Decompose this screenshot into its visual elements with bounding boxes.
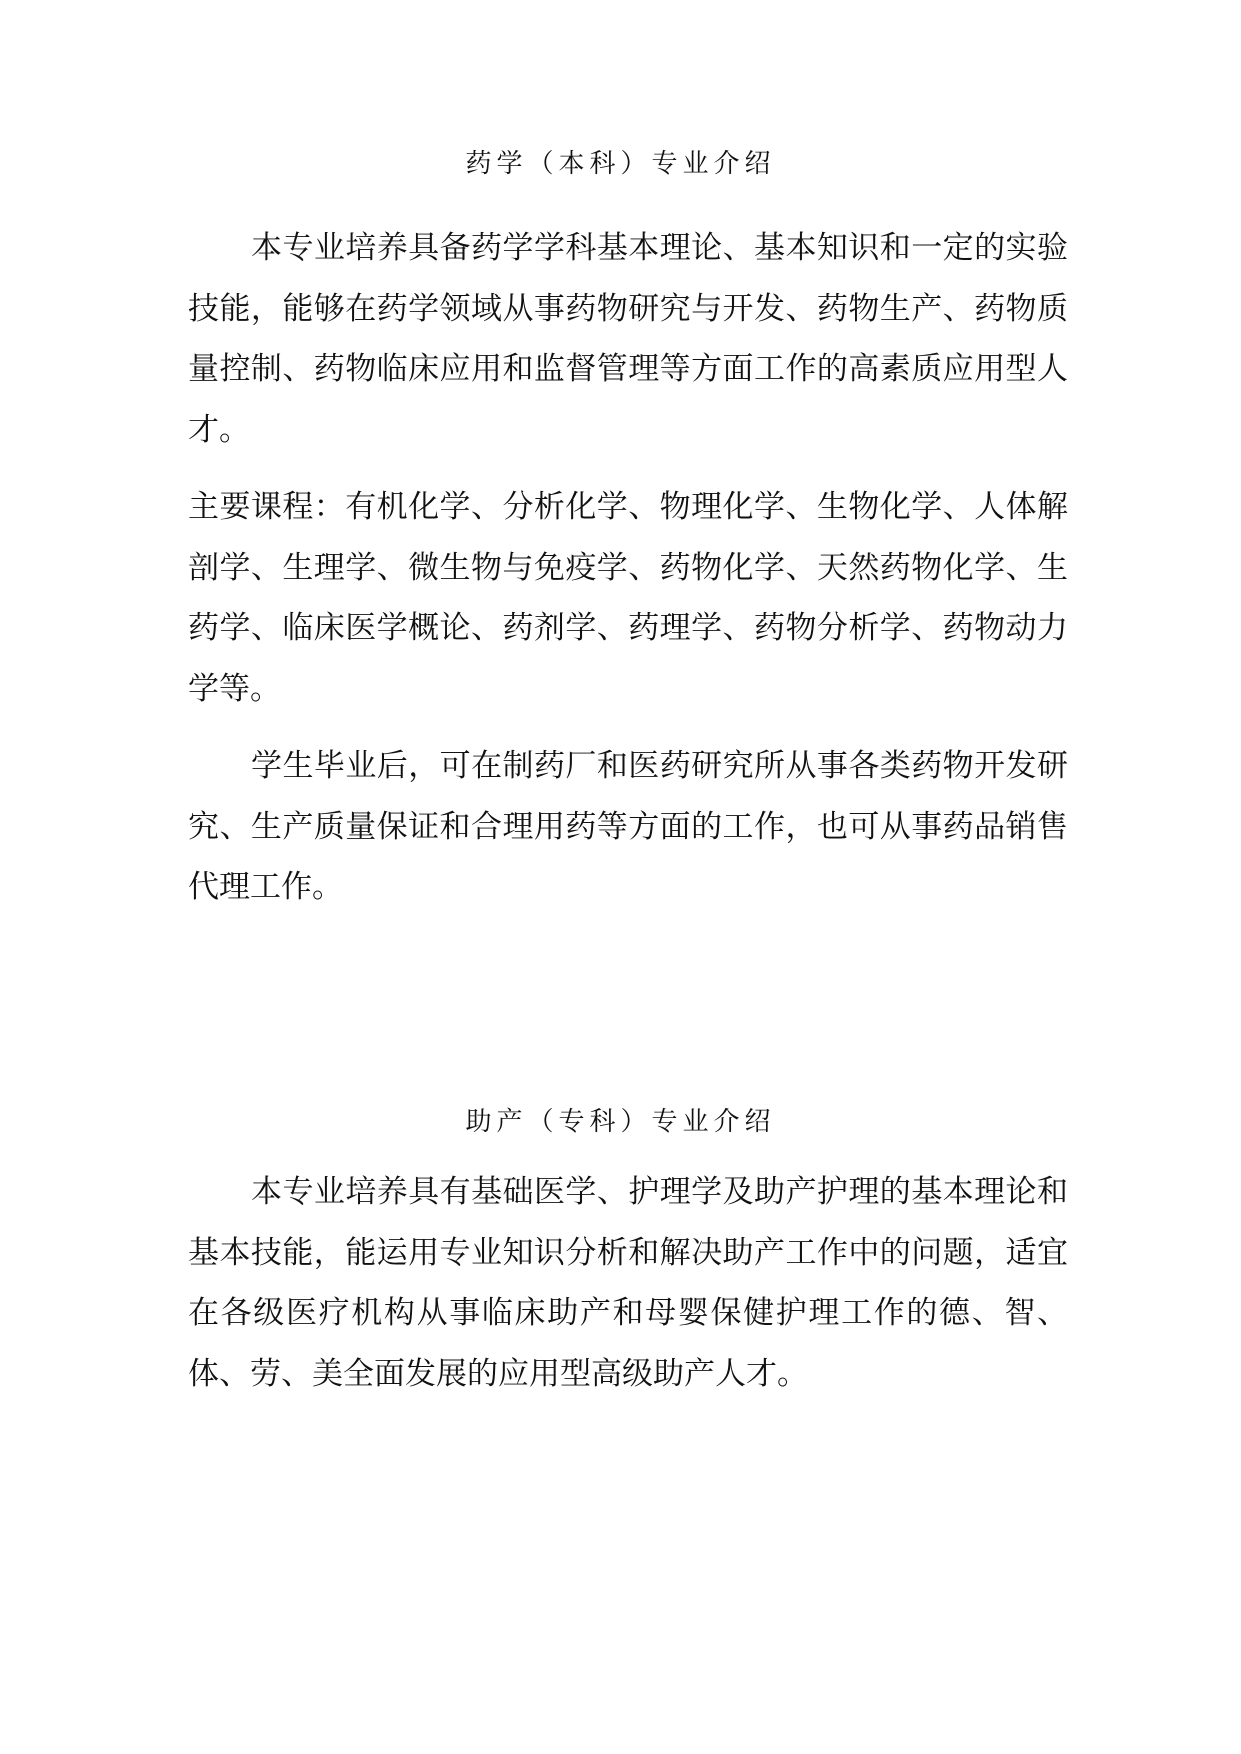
- midwifery-intro-paragraph: 本专业培养具有基础医学、护理学及助产护理的基本理论和基本技能，能运用专业知识分析和解决助产工作中的问题，适宜在各级医疗机构从事临床助产和母婴保健护理工作的德、智、体、劳、美全面发展的应用型高级助产人才。: [188, 1174, 1068, 1392]
- pharmacy-intro-paragraph: 本专业培养具备药学学科基本理论、基本知识和一定的实验技能，能够在药学领域从事药物研究与开发、药物生产、药物质量控制、药物临床应用和监督管理等方面工作的高素质应用型人才。: [188, 230, 1068, 448]
- pharmacy-courses-paragraph: 主要课程：有机化学、分析化学、物理化学、生物化学、人体解剖学、生理学、微生物与免疫学、药物化学、天然药物化学、生药学、临床医学概论、药剂学、药理学、药物分析学、药物动力学等。: [188, 489, 1068, 707]
- midwifery-section-heading: 助产（专科）专业介绍: [465, 1107, 776, 1137]
- pharmacy-section-heading: 药学（本科）专业介绍: [465, 149, 776, 179]
- pharmacy-career-paragraph: 学生毕业后，可在制药厂和医药研究所从事各类药物开发研究、生产质量保证和合理用药等方面的工作，也可从事药品销售代理工作。: [188, 748, 1068, 905]
